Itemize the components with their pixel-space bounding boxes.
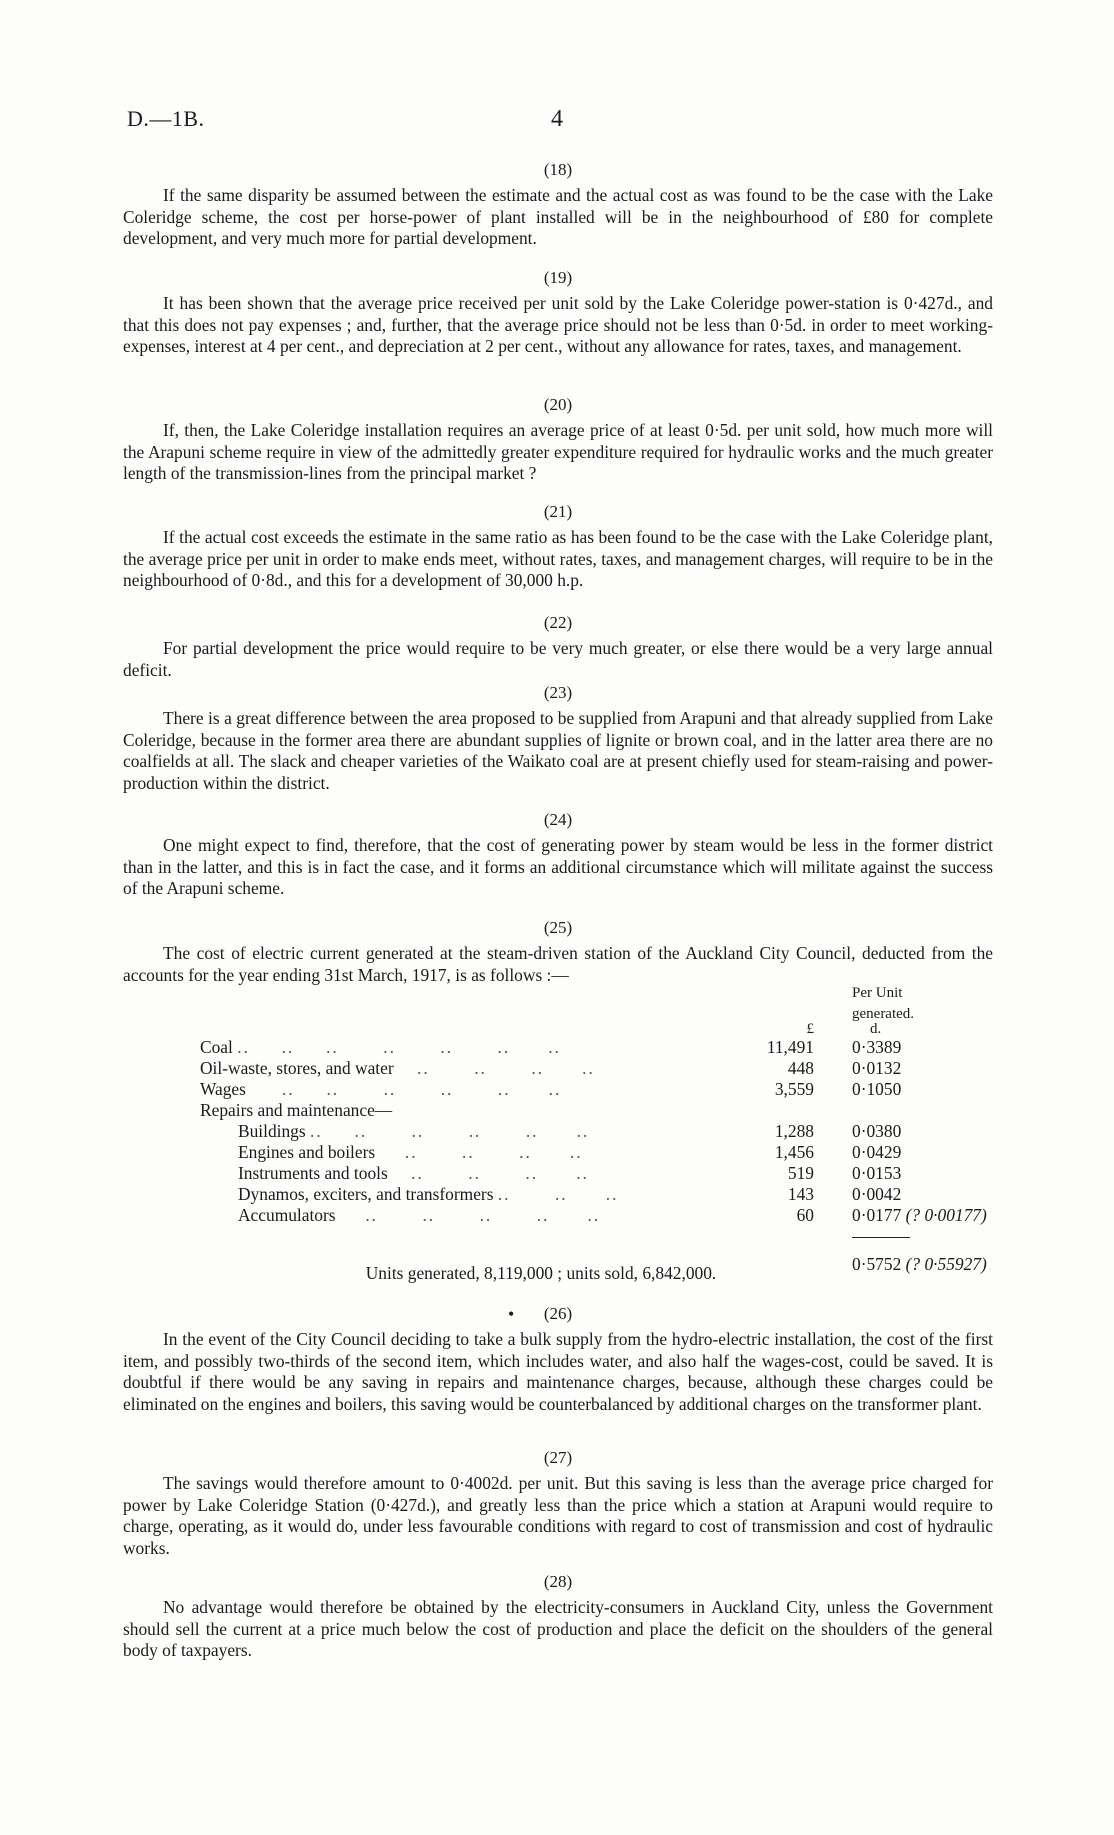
section-number: (26): [543, 1304, 573, 1323]
row-label: Dynamos, exciters, and transformers: [238, 1184, 494, 1204]
row-amount: 60: [796, 1205, 814, 1225]
stray-dot: •: [508, 1304, 515, 1324]
section-number: (28): [543, 1572, 573, 1591]
row-rate: 0·0042: [852, 1184, 902, 1204]
table-row: Oil-waste, stores, and water .. .. .. .. 448 0·0132: [200, 1058, 1040, 1079]
section-number: (21): [543, 502, 573, 521]
row-rate: 0·1050: [852, 1079, 902, 1099]
section-text: No advantage would therefore be obtained by the electricity-consumers in Auckland City, unless the Government should sell the current at a price much below the cost of production and place the deficit on the shoulders of the general body of taxpayers.: [123, 1597, 993, 1660]
total-note: (? 0·55927): [905, 1254, 987, 1274]
section-23: [123, 683, 993, 794]
row-rate: 0·0132: [852, 1058, 902, 1078]
section-text: If the actual cost exceeds the estimate in the same ratio as has been found to be the case with the Lake Coleridge plant, the average price per unit in order to make ends meet, without rates, taxes, and management charges, will require to be in the neighbourhood of 0·8d., and this for a development of 30,000 h.p.: [123, 527, 993, 590]
section-text: The cost of electric current generated at the steam-driven station of the Auckland City Council, deducted from the accounts for the year ending 31st March, 1917, is as follows :—: [123, 943, 993, 985]
section-28: [123, 1572, 993, 1662]
section-text: One might expect to find, therefore, that the cost of generating power by steam would be less in the former district than in the latter, and this is in fact the case, and it forms an additional circumstance which will militate against the success of the Arapuni scheme.: [123, 835, 993, 898]
document-reference: D.—1B.: [127, 106, 205, 131]
section-text: It has been shown that the average price received per unit sold by the Lake Coleridge power-station is 0·427d., and that this does not pay expenses ; and, further, that the average price should not be less than 0·5d. in order to meet working-expenses, interest at 4 per cent., and depreciation at 2 per cent., without any allowance for rates, taxes, and management.: [123, 293, 993, 356]
section-text: The savings would therefore amount to 0·4002d. per unit. But this saving is less than the average price charged for power by Lake Coleridge Station (0·427d.), and greatly less than the price which a station at Arapuni would require to charge, operating, as it would do, under less favourable conditions with regard to cost of transmission and cost of hydraulic works.: [123, 1473, 993, 1558]
table-row: Dynamos, exciters, and transformers .. .. .. 143 0·0042: [200, 1184, 1040, 1205]
page-header: [127, 106, 987, 136]
section-number: (19): [543, 268, 573, 287]
row-rate: 0·0429: [852, 1142, 902, 1162]
section-19: [123, 268, 993, 358]
section-18: [123, 160, 993, 250]
row-rate-note: (? 0·00177): [905, 1205, 987, 1225]
section-number: (22): [543, 613, 573, 632]
table-row: Coal .. .. .. .. .. .. .. 11,491 0·3389: [200, 1037, 1040, 1058]
row-rate: 0·0153: [852, 1163, 902, 1183]
section-number: (27): [543, 1448, 573, 1467]
cost-table: [200, 980, 1040, 1275]
section-20: [123, 395, 993, 485]
table-row: Buildings .. .. .. .. .. .. 1,288 0·0380: [200, 1121, 1040, 1142]
units-summary: [0, 1263, 1114, 1284]
section-27: [123, 1448, 993, 1559]
table-row: [200, 1100, 1040, 1121]
row-amount: 1,288: [774, 1121, 814, 1141]
section-text: There is a great difference between the area proposed to be supplied from Arapuni and that already supplied from Lake Coleridge, because in the former area there are abundant supplies of lignite or brown coal, and in the latter area there are no coalfields at all. The slack and cheaper varieties of the Waikato coal are at present chiefly used for steam-raising and power-production within the district.: [123, 708, 993, 793]
total-rule-row: [200, 1226, 1040, 1247]
units-summary-text: Units generated, 8,119,000 ; units sold, 6,842,000.: [365, 1263, 717, 1283]
section-text: In the event of the City Council deciding to take a bulk supply from the hydro-electric installation, the cost of the first item, and possibly two-thirds of the second item, which includes water, and also half the wages-cost, could be saved. It is doubtful if there would be any saving in repairs and maintenance charges, because, although these charges could be eliminated on the engines and boilers, this saving would be counterbalanced by additional charges on the transformer plant.: [123, 1329, 993, 1414]
section-number: (25): [543, 918, 573, 937]
rate-header-line-2: generated.: [852, 1006, 915, 1022]
total-rule: [852, 1237, 910, 1238]
table-row: Accumulators .. .. .. .. .. 60 0·0177 (? 0·00177): [238, 1205, 987, 1225]
table-header-row: [200, 980, 1040, 1001]
row-amount: 143: [787, 1184, 814, 1204]
section-22: [123, 613, 993, 681]
page-number: 4: [551, 106, 563, 132]
rate-unit: d.: [870, 1021, 882, 1037]
row-label: Wages: [200, 1079, 246, 1099]
row-label: Engines and boilers: [238, 1142, 376, 1162]
row-rate: 0·0380: [852, 1121, 902, 1141]
row-label: Coal: [200, 1037, 233, 1057]
row-amount: 448: [787, 1058, 814, 1078]
table-header-row: [200, 1001, 1040, 1022]
amount-unit: £: [806, 1021, 814, 1037]
section-25: [123, 918, 993, 986]
section-number: (23): [543, 683, 573, 702]
table-row: Instruments and tools .. .. .. .. 519 0·0153: [200, 1163, 1040, 1184]
row-label: Repairs and maintenance—: [200, 1100, 393, 1120]
table-header-row: [200, 1022, 1040, 1037]
row-rate: 0·0177: [852, 1205, 902, 1225]
rate-header-line-1: Per Unit: [852, 985, 903, 1001]
section-number: (20): [543, 395, 573, 414]
total-rate: 0·5752: [852, 1254, 902, 1274]
row-amount: 11,491: [766, 1037, 814, 1057]
row-label: Instruments and tools: [238, 1163, 388, 1183]
row-label: Buildings: [238, 1121, 306, 1141]
row-amount: 519: [787, 1163, 814, 1183]
section-number: (24): [543, 810, 573, 829]
row-amount: 1,456: [774, 1142, 814, 1162]
section-21: [123, 502, 993, 592]
table-row: Wages .. .. .. .. .. .. 3,559 0·1050: [200, 1079, 1040, 1100]
table-row: Engines and boilers .. .. .. .. 1,456 0·0429: [200, 1142, 1040, 1163]
section-text: For partial development the price would require to be very much greater, or else there would be a very large annual deficit.: [123, 638, 993, 680]
section-text: If, then, the Lake Coleridge installation requires an average price of at least 0·5d. per unit sold, how much more will the Arapuni scheme require in view of the admittedly greater expenditure required for hydraulic works and the much greater length of the transmission-lines from the principal market ?: [123, 420, 993, 483]
row-amount: 3,559: [774, 1079, 814, 1099]
row-rate: 0·3389: [852, 1037, 902, 1057]
row-label: Oil-waste, stores, and water: [200, 1058, 394, 1078]
section-text: If the same disparity be assumed between the estimate and the actual cost as was found to be the case with the Lake Coleridge scheme, the cost per horse-power of plant installed will be in the neighbourhood of £80 for complete development, and very much more for partial development.: [123, 185, 993, 248]
row-label: Accumulators: [238, 1205, 336, 1225]
section-number: (18): [543, 160, 573, 179]
section-24: [123, 810, 993, 900]
section-26: [123, 1304, 993, 1415]
